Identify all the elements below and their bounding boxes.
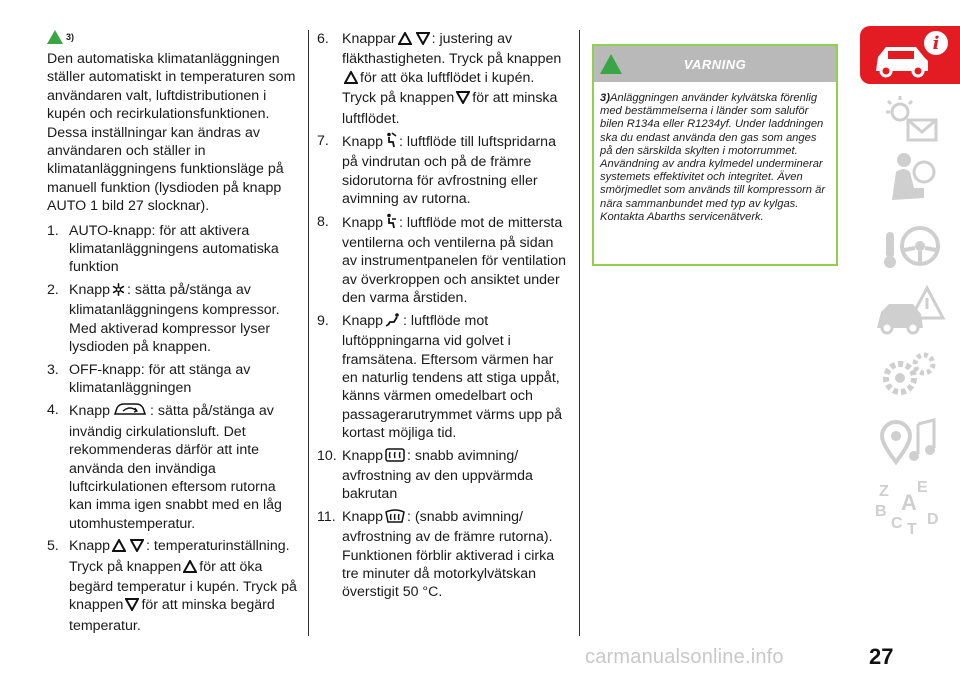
triangle-up-icon [398,32,412,50]
vent-face-icon [385,213,397,234]
location-music-icon [874,414,944,468]
column-divider-right [579,30,580,636]
button-list-left [47,222,297,636]
snowflake-icon [112,283,125,301]
warning-text: 3)Anläggningen använder kylvätska förenlig med bestämmelserna i länder som saluför bilen R134a eller R1234yf. Under laddningen ska du endast använda den gas som anges på den särskilda skylten i motorrummet. Användning av andra kylmedel underminerar systemets effektivitet och integritet. Även smörjmedlet som används till kompressorn är nära sammanbundet med typ av kylgas. Kontakta Abarths servicenätverk. [600,92,826,223]
svg-text:i: i [932,33,940,54]
chapter-tab-driving[interactable] [858,216,960,274]
column-divider-left [308,30,309,636]
warning-title: VARNING [683,56,747,72]
triangle-down-icon [130,539,144,557]
left-column [47,30,297,639]
note-marker [47,30,297,44]
warning-triangle-icon [47,30,63,44]
recirculation-car-icon [112,401,148,422]
warning-header [594,46,836,82]
chapter-tab-index[interactable] [858,478,960,536]
chapter-tab-maintenance[interactable] [858,346,960,404]
car-info-icon [864,27,956,83]
list-item: 11. Knapp : (snabb avimning/ avfrostning av de främre rutorna). Funktionen förblir aktiverad i cirka tre minuter då motorkylvätskan överstigit 50 °C. [317,508,555,601]
note-ref: 3) [66,32,75,42]
list-item: 9. Knapp : luftflöde mot luftöppningarna vid golvet i framsätena. Eftersom värmen har en naturlig tendens att stiga uppåt, känns värmen omedelbart och passagerarutrymmet värms upp på kortast möjliga tid. [317,312,562,442]
list-item: 6. Knappar : justering av fläkthastigheten. Tryck på knappen för att öka luftflödet i kupén. Tryck på knappen för att minska luftflödet. [317,31,562,127]
svg-text:E: E [917,479,928,496]
emergency-car-icon [871,282,947,336]
rear-defrost-icon [385,448,405,467]
triangle-up-icon [112,539,126,557]
list-item: 1. AUTO-knapp: för att aktivera klimatanläggningens automatiska funktion [47,222,279,276]
list-item: 4. Knapp : sätta på/stänga av invändig cirkulationsluft. Det rekommenderas därför att inte använda den invändiga luftcirkulationen eftersom rutorna kan imma igen snabbt med en låg utomhustemperatur. [47,402,282,532]
chapter-tab-multimedia[interactable] [858,412,960,470]
svg-text:B: B [875,503,887,520]
svg-text:D: D [927,511,939,528]
front-defrost-icon [385,509,405,528]
list-item: 2. Knapp : sätta på/stänga av klimatanläggningens kompressor. Med aktiverad kompressor lyser lysdioden på knappen. [47,281,280,356]
warning-box [592,44,838,266]
warning-ref: 3) [600,92,610,104]
svg-text:C: C [891,515,903,532]
list-item: 10. Knapp : snabb avimning/ avfrostning av den uppvärmda bakrutan [317,447,533,503]
chapter-tab-car-info[interactable] [860,26,960,84]
list-item: 8. Knapp : luftflöde mot de mittersta ventilerna och ventilerna på sidan av instrumentpanelen för ventilation av överkroppen och ansiktet under den varma årstiden. [317,213,566,307]
key-steering-icon [874,218,944,272]
chapter-tab-emergency[interactable] [858,280,960,338]
triangle-down-icon [456,91,470,109]
vent-windshield-icon [385,132,397,153]
triangle-up-icon [183,560,197,578]
alphabet-index-icon [871,478,947,536]
svg-text:A: A [901,490,917,515]
chapter-tab-lights[interactable] [858,90,960,148]
svg-text:T: T [907,521,917,536]
chapter-tab-safety[interactable] [858,148,960,206]
watermark: carmanualsonline.info [585,646,784,668]
triangle-down-icon [416,32,430,50]
seat-airbag-icon [874,150,944,204]
list-item: 7. Knapp : luftflöde till luftspridarna på vindrutan och på de främre sidorutorna för avfrostning eller avimning av rutorna. [317,133,556,208]
list-item: 5. Knapp : temperaturinställning. Tryck på knappen för att öka begärd temperatur i kupén. Tryck på knappen för att minska begärd temperatur. [47,538,297,634]
warning-triangle-icon [600,54,622,74]
gears-icon [874,348,944,402]
triangle-down-icon [125,598,139,616]
middle-column [317,30,572,606]
triangle-up-icon [344,71,358,89]
page-number: 27 [869,644,894,669]
list-item: 3. OFF-knapp: för att stänga av klimatanläggningen [47,361,251,396]
chapter-sidebar [858,26,960,536]
button-list-right [317,30,572,602]
vent-feet-icon [385,313,401,332]
intro-paragraph: Den automatiska klimatanläggningen ställer automatiskt in temperaturen som användaren valt, luftdistributionen i kupén och recirkulationsfunktionen. Dessa inställningar kan ändras av användaren och ställer in klimatanläggningens funktionsläge på manuell funktion (lysdioden på knapp AUTO 1 bild 27 slocknar). [47,51,296,215]
svg-text:Z: Z [879,483,889,500]
warning-lights-icon [874,92,944,146]
